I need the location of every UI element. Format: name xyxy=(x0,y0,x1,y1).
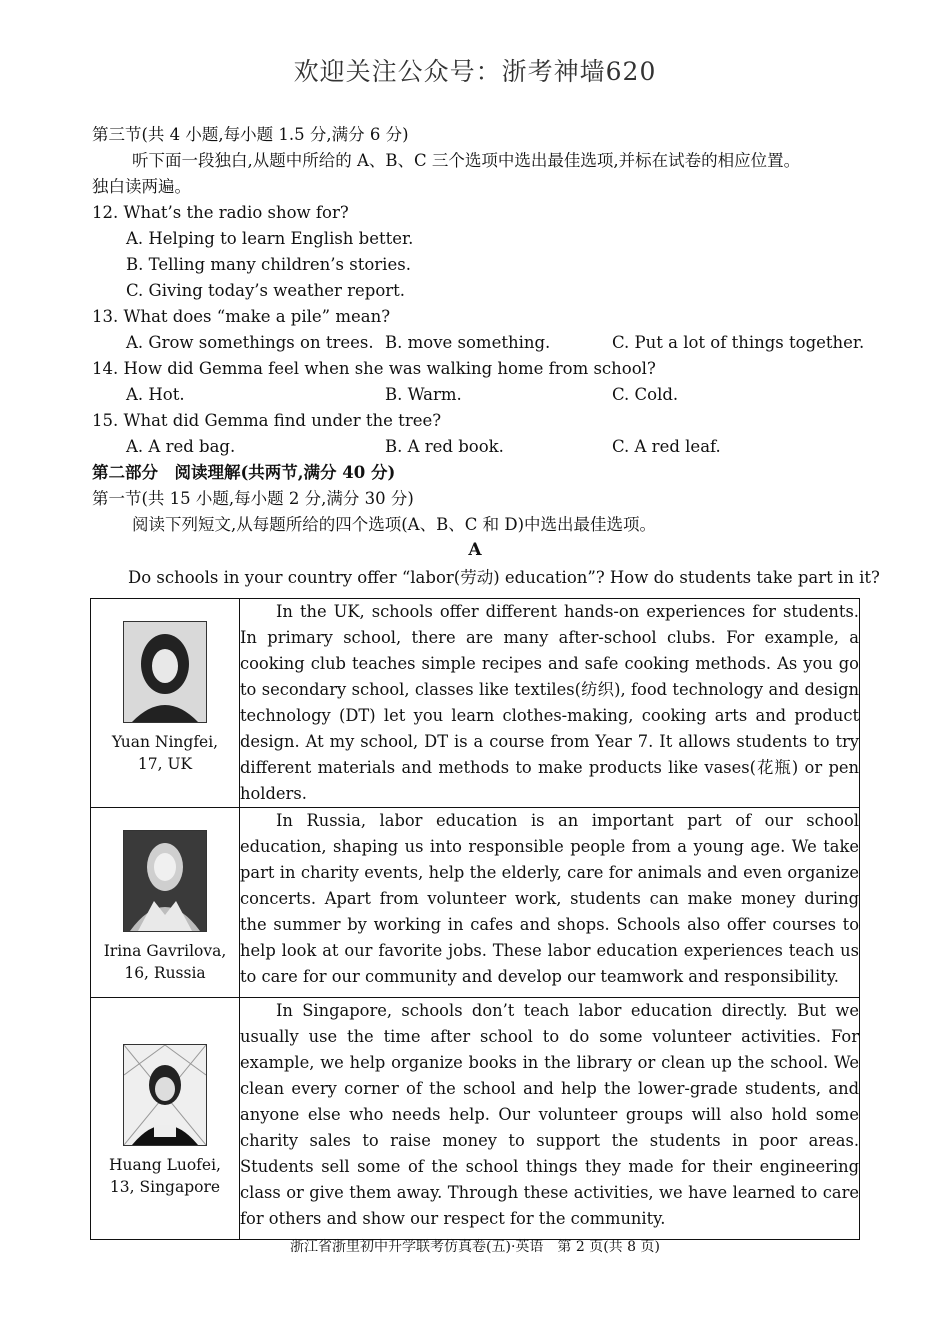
student-name: Yuan Ningfei, xyxy=(111,733,219,751)
q13-option-c: C. Put a lot of things together. xyxy=(612,333,865,352)
page-footer: 浙江省浙里初中升学联考仿真卷(五)·英语 第 2 页(共 8 页) xyxy=(290,1239,660,1255)
q14-option-b: B. Warm. xyxy=(385,385,462,404)
passage-label: A xyxy=(468,540,482,560)
question-13 xyxy=(92,306,390,328)
q12-option-b: B. Telling many children’s stories. xyxy=(126,255,411,274)
question-12 xyxy=(92,202,349,224)
section3-instruction-1: 听下面一段独白,从题中所给的 A、B、C 三个选项中选出最佳选项,并标在试卷的相应位置。 xyxy=(132,151,801,170)
table-row xyxy=(91,998,860,1240)
part2-section1-title: 第一节(共 15 小题,每小题 2 分,满分 30 分) xyxy=(92,489,414,508)
question-number: 12. xyxy=(92,203,119,222)
table-row xyxy=(91,599,860,808)
question-text: What did Gemma find under the tree? xyxy=(123,411,442,430)
student-photo xyxy=(123,621,207,723)
portrait-icon xyxy=(124,831,206,931)
part2-title: 第二部分 阅读理解(共两节,满分 40 分) xyxy=(92,463,396,482)
watermark-banner: 欢迎关注公众号：浙考神墙620 xyxy=(293,57,657,86)
question-number: 15. xyxy=(92,411,119,430)
q15-option-b: B. A red book. xyxy=(385,437,504,456)
profile-cell xyxy=(91,808,240,998)
table-row xyxy=(91,808,860,998)
section3-instruction-2: 独白读两遍。 xyxy=(92,177,191,196)
question-text: How did Gemma feel when she was walking home from school? xyxy=(123,359,656,378)
profiles-table xyxy=(90,598,860,1240)
question-text: What’s the radio show for? xyxy=(123,203,349,222)
entry-paragraph: In Russia, labor education is an important part of our school education, shaping us into responsible people from a young age. We take part in charity events, help the elderly, care for animals and even organize concerts. Apart from volunteer work, students can make money during the summer by working in cafes and shops. Schools also offer courses to help look at our favorite jobs. These labor education experiences teach us to care for our community and develop our teamwork and responsibility. xyxy=(240,811,859,986)
entry-paragraph: In the UK, schools offer different hands-on experiences for students. In primary school, there are many after-school clubs. For example, a cooking club teaches simple recipes and safe cooking methods. As you go to secondary school, classes like textiles(纺织), food technology and design technology (DT) let you learn clothes-making, cooking arts and product design. At my school, DT is a course from Year 7. It allows students to try different materials and methods to make products like vases(花瓶) or pen holders. xyxy=(240,602,859,803)
text-cell xyxy=(240,808,860,998)
student-info: 16, Russia xyxy=(124,964,206,982)
profile-cell xyxy=(91,998,240,1240)
student-info: 17, UK xyxy=(137,755,193,773)
text-cell xyxy=(240,998,860,1240)
student-name: Irina Gavrilova, xyxy=(103,942,227,960)
profile-cell xyxy=(91,599,240,808)
question-15 xyxy=(92,410,441,432)
section3-title: 第三节(共 4 小题,每小题 1.5 分,满分 6 分) xyxy=(92,125,409,144)
passage-intro: Do schools in your country offer “labor(劳动) education”? How do students take part in it? xyxy=(128,568,880,587)
student-name: Huang Luofei, xyxy=(109,1156,221,1174)
question-text: What does “make a pile” mean? xyxy=(123,307,391,326)
q13-option-b: B. move something. xyxy=(385,333,551,352)
q13-option-a: A. Grow somethings on trees. xyxy=(126,333,374,352)
q15-option-c: C. A red leaf. xyxy=(612,437,721,456)
q14-option-a: A. Hot. xyxy=(126,385,185,404)
student-photo xyxy=(123,830,207,932)
entry-paragraph: In Singapore, schools don’t teach labor education directly. But we usually use the time after school to do some volunteer activities. For example, we help organize books in the library or clean up the school. We clean every corner of the school and help the lower-grade students, and anyone else who needs help. Our volunteer groups will also hold some charity sales to raise money to support the students in poor areas. Students sell some of the school things they made for their engineering class or give them away. Through these activities, we have learned to care for others and show our respect for the community. xyxy=(240,1001,859,1228)
student-photo xyxy=(123,1044,207,1146)
question-number: 13. xyxy=(92,307,119,326)
portrait-icon xyxy=(124,1045,206,1145)
q15-option-a: A. A red bag. xyxy=(126,437,236,456)
part2-instruction: 阅读下列短文,从每题所给的四个选项(A、B、C 和 D)中选出最佳选项。 xyxy=(132,515,657,534)
q14-option-c: C. Cold. xyxy=(612,385,679,404)
portrait-icon xyxy=(124,622,206,722)
q12-option-a: A. Helping to learn English better. xyxy=(126,229,414,248)
text-cell xyxy=(240,599,860,808)
question-14 xyxy=(92,358,656,380)
question-number: 14. xyxy=(92,359,119,378)
q12-option-c: C. Giving today’s weather report. xyxy=(126,281,406,300)
student-info: 13, Singapore xyxy=(109,1178,221,1196)
